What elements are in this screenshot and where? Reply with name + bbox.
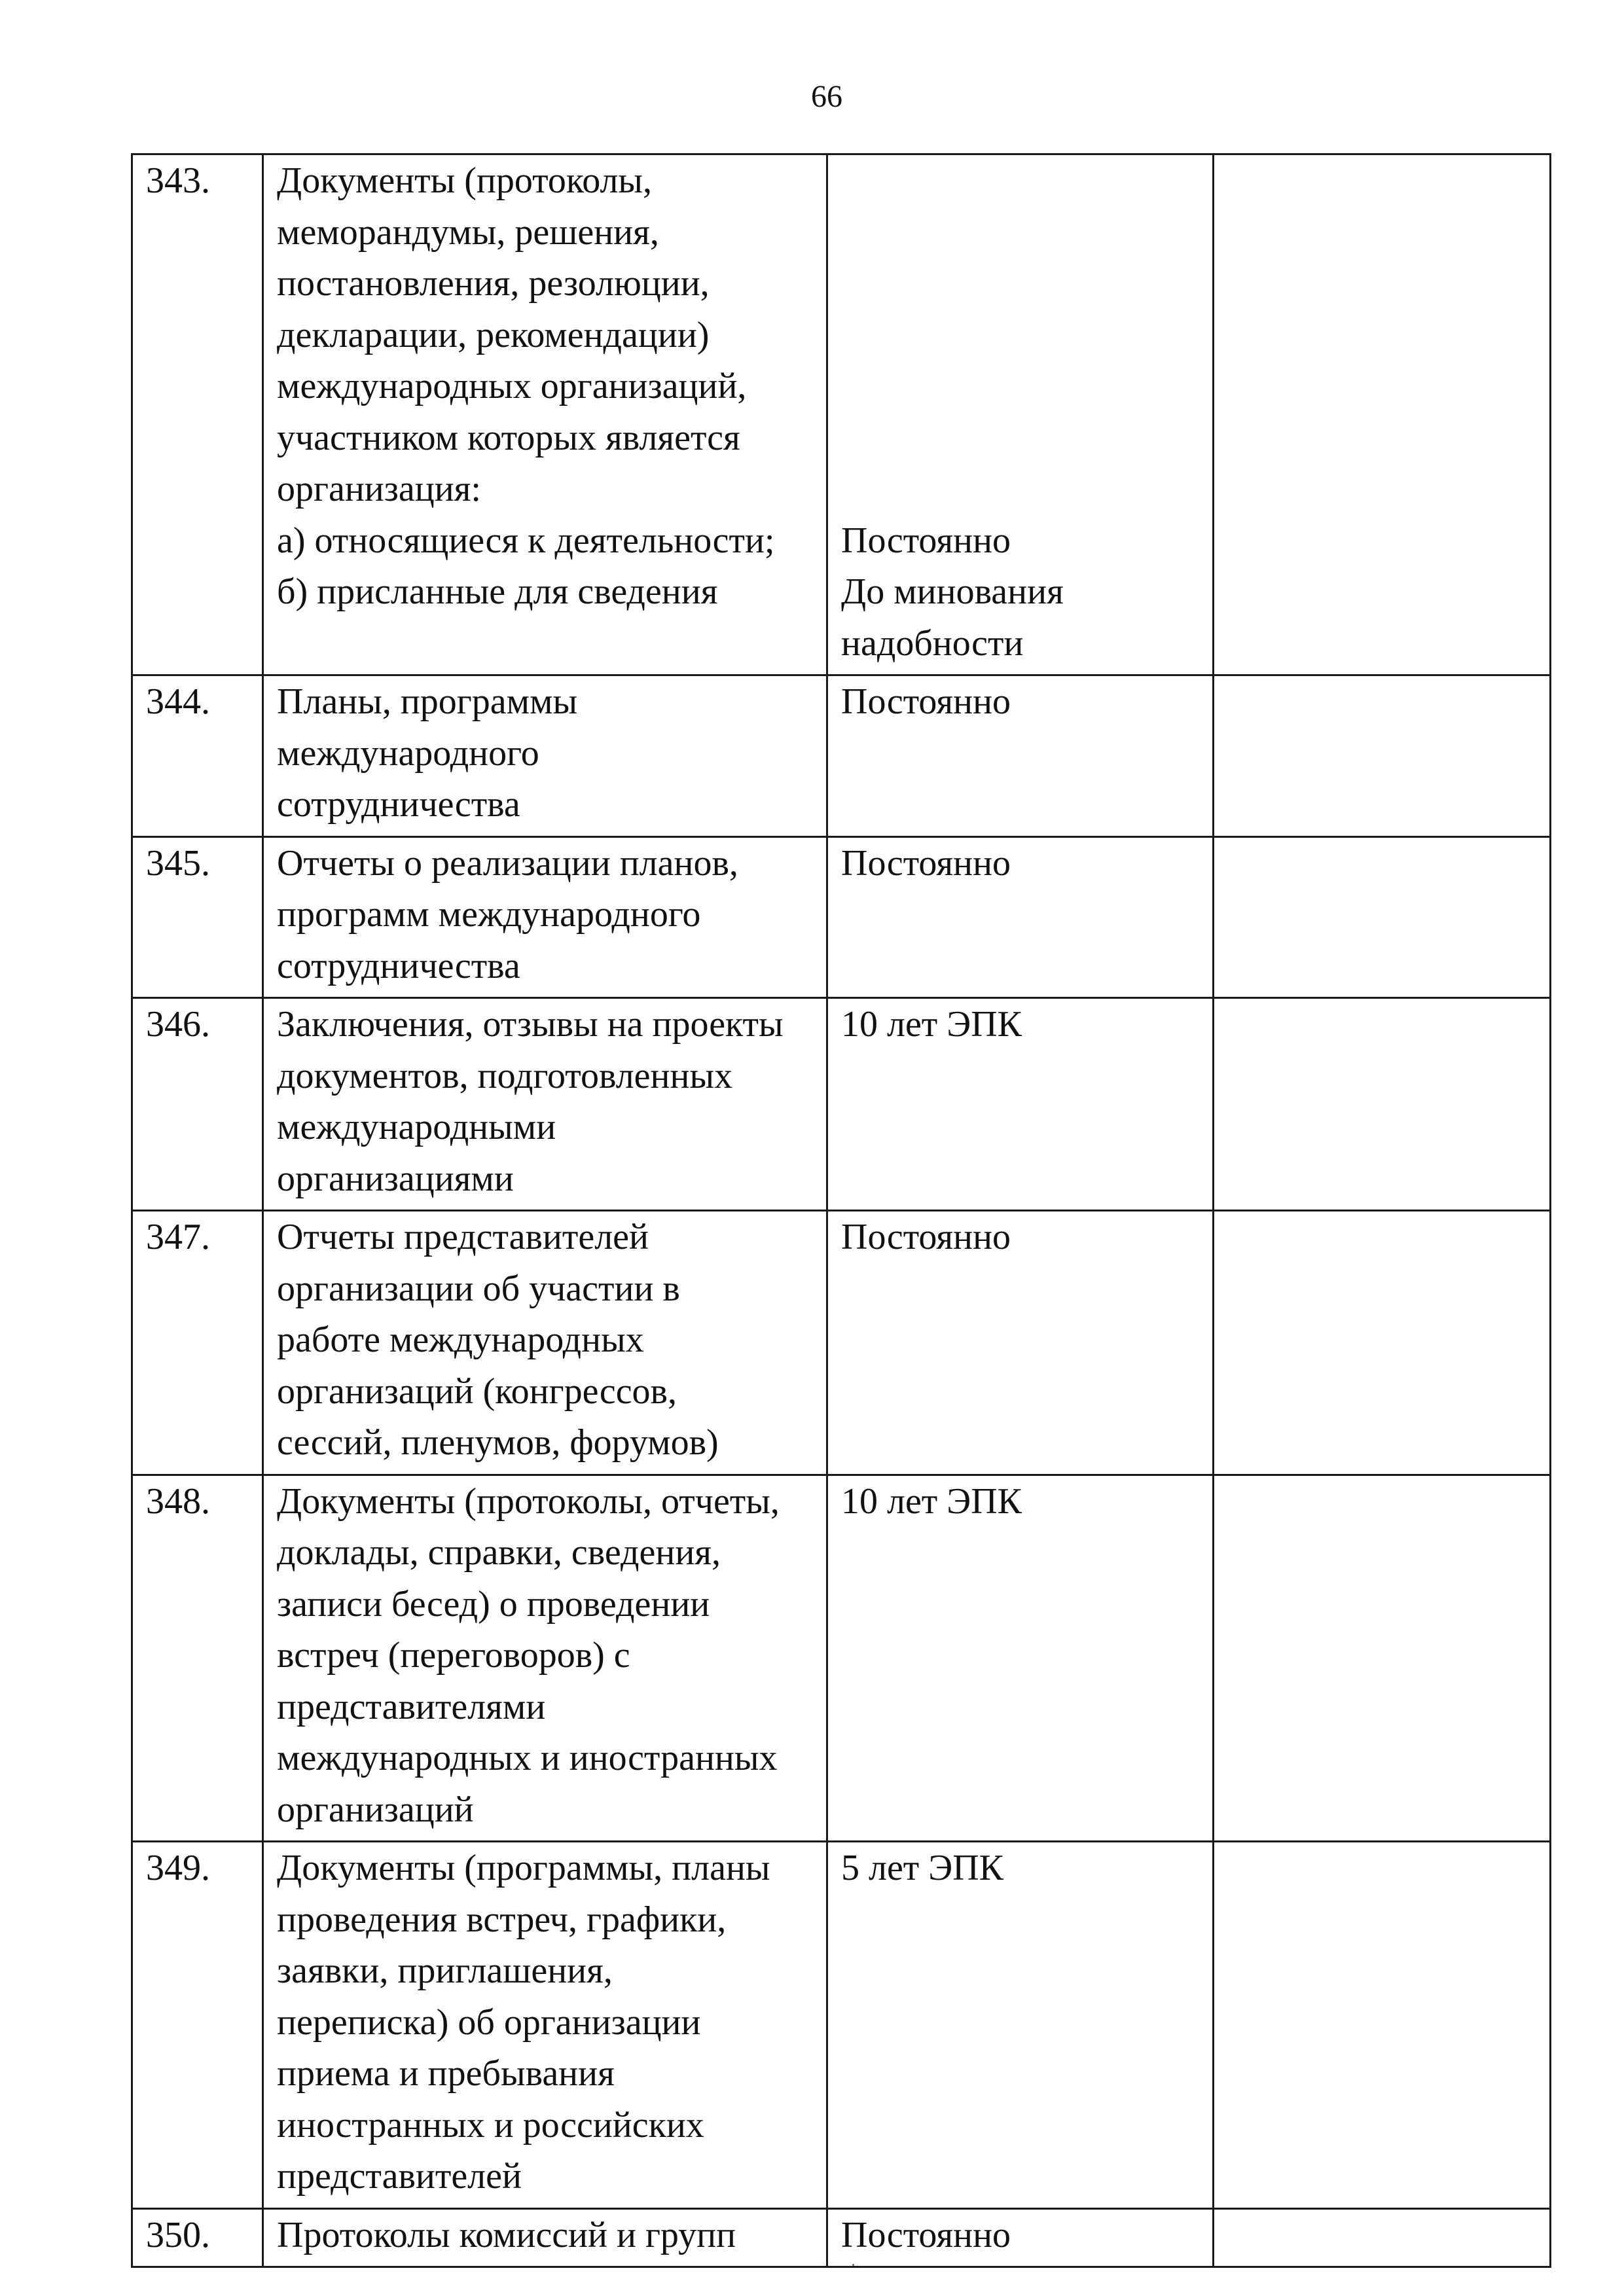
title-line: переписка) об организации — [277, 2001, 701, 2043]
title-line: постановления, резолюции, — [277, 263, 710, 304]
notes-cell — [1214, 2208, 1551, 2267]
retention-term — [827, 154, 1214, 675]
title-line: международного — [277, 732, 539, 774]
title-line: встреч (переговоров) с — [277, 1635, 630, 1676]
table-row — [132, 998, 1551, 1211]
article-number: 346. — [132, 998, 263, 1211]
retention-term — [827, 1842, 1214, 2209]
title-line: документов, подготовленных — [277, 1055, 733, 1096]
title-line: приема и пребывания — [277, 2053, 615, 2094]
term-line: 10 лет ЭПК — [841, 1004, 1022, 1045]
article-title — [263, 1475, 827, 1842]
article-title — [263, 1211, 827, 1475]
title-line: Отчеты о реализации планов, — [277, 842, 738, 884]
page-number: 66 — [811, 79, 842, 114]
title-line: Протоколы комиссий и групп — [277, 2214, 736, 2255]
term-line: надобности — [841, 622, 1024, 664]
article-title — [263, 1842, 827, 2209]
article-title — [263, 998, 827, 1211]
title-line: международными — [277, 1107, 556, 1147]
title-line: иностранных и российских — [277, 2104, 704, 2145]
term-line: Постоянно — [841, 2214, 1011, 2255]
notes-cell — [1214, 675, 1551, 837]
term-line: Постоянно — [841, 681, 1011, 722]
title-line: участником которых является — [277, 417, 740, 458]
article-title — [263, 2208, 827, 2267]
table-row — [132, 154, 1551, 675]
table-row — [132, 1475, 1551, 1842]
retention-term — [827, 998, 1214, 1211]
title-line: записи бесед) о проведении — [277, 1583, 710, 1624]
article-number: 343. — [132, 154, 263, 675]
notes-cell — [1214, 836, 1551, 998]
title-line: представителями — [277, 1686, 546, 1727]
title-line: Заключения, отзывы на проекты — [277, 1004, 784, 1045]
title-line: международных организаций, — [277, 366, 747, 406]
title-line: сотрудничества — [277, 784, 520, 825]
term-line: Постоянно — [841, 842, 1011, 884]
article-number: 345. — [132, 836, 263, 998]
article-number: 344. — [132, 675, 263, 837]
article-title — [263, 675, 827, 837]
scan-dot — [852, 2264, 854, 2266]
title-line: организация: — [277, 469, 481, 509]
term-line: Постоянно — [841, 1217, 1011, 1257]
title-line: организаций — [277, 1789, 474, 1830]
term-line: До минования — [841, 571, 1064, 612]
term-line: 5 лет ЭПК — [841, 1848, 1004, 1888]
notes-cell — [1214, 1842, 1551, 2209]
article-number: 347. — [132, 1211, 263, 1475]
table-row — [132, 836, 1551, 998]
table-row — [132, 1842, 1551, 2209]
title-line: декларации, рекомендации) — [277, 314, 710, 355]
title-line: работе международных — [277, 1319, 644, 1360]
retention-term — [827, 675, 1214, 837]
title-line: Документы (программы, планы — [277, 1848, 770, 1888]
retention-term — [827, 1475, 1214, 1842]
title-line: Документы (протоколы, отчеты, — [277, 1480, 780, 1522]
title-line: сотрудничества — [277, 945, 520, 986]
title-line: международных и иностранных — [277, 1738, 778, 1778]
title-line: сессий, пленумов, форумов) — [277, 1422, 719, 1463]
article-number: 350. — [132, 2208, 263, 2267]
article-title — [263, 836, 827, 998]
title-line: Планы, программы — [277, 681, 578, 722]
records-retention-table — [131, 153, 1551, 2268]
title-line: Документы (протоколы, — [277, 160, 653, 201]
article-title — [263, 154, 827, 675]
retention-term — [827, 836, 1214, 998]
article-number: 348. — [132, 1475, 263, 1842]
term-line: 10 лет ЭПК — [841, 1480, 1022, 1522]
term-line: Постоянно — [841, 520, 1011, 561]
notes-cell — [1214, 1475, 1551, 1842]
title-line: а) относящиеся к деятельности; — [277, 520, 775, 561]
title-line: организации об участии в — [277, 1268, 680, 1309]
title-line: представителей — [277, 2156, 522, 2197]
title-line: организаций (конгрессов, — [277, 1371, 677, 1412]
title-line: б) присланные для сведения — [277, 571, 718, 612]
title-line: программ международного — [277, 894, 701, 935]
notes-cell — [1214, 998, 1551, 1211]
retention-term — [827, 1211, 1214, 1475]
table-row — [132, 1211, 1551, 1475]
title-line: меморандумы, решения, — [277, 211, 659, 253]
title-line: Отчеты представителей — [277, 1217, 649, 1257]
title-line: организациями — [277, 1158, 514, 1199]
title-line: проведения встреч, графики, — [277, 1899, 727, 1940]
article-number: 349. — [132, 1842, 263, 2209]
notes-cell — [1214, 154, 1551, 675]
retention-term — [827, 2208, 1214, 2267]
title-line: заявки, приглашения, — [277, 1950, 613, 1991]
table-row — [132, 675, 1551, 837]
notes-cell — [1214, 1211, 1551, 1475]
title-line: доклады, справки, сведения, — [277, 1532, 721, 1573]
table-row — [132, 2208, 1551, 2267]
